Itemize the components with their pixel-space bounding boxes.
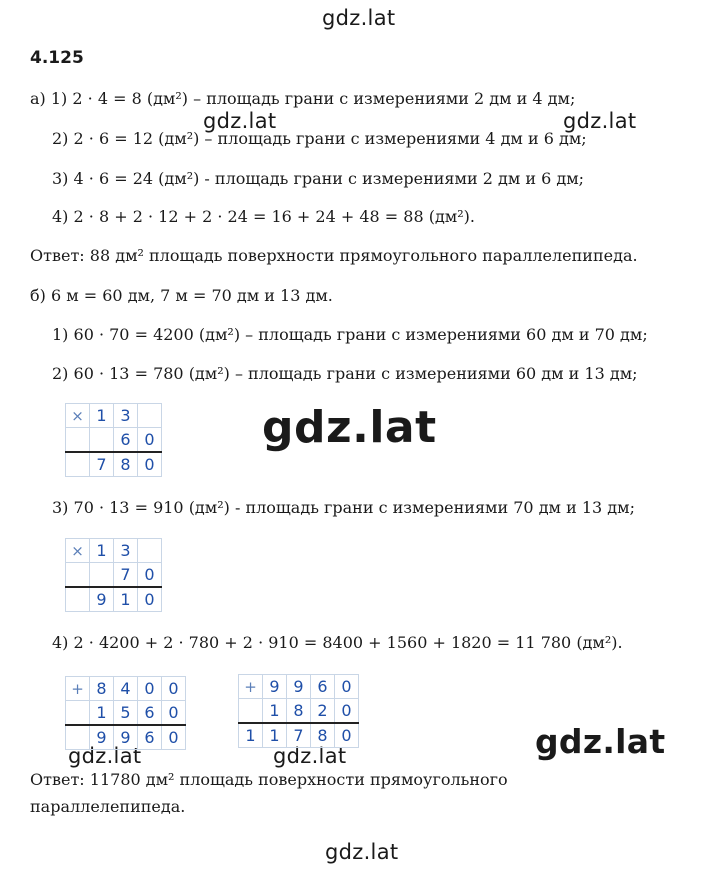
grid-digit-cell <box>66 452 90 477</box>
grid-digit-cell: 2 <box>311 699 335 724</box>
grid-digit-cell: 0 <box>138 452 162 477</box>
grid-digit-cell <box>66 701 90 726</box>
part-a-line-1: а) 1) 2 · 4 = 8 (дм²) – площадь грани с измерениями 2 дм и 4 дм; <box>30 89 576 108</box>
multiplication-grid-13x60 <box>65 403 162 477</box>
grid-digit-cell: 8 <box>287 699 311 724</box>
part-a-line-3: 3) 4 · 6 = 24 (дм²) - площадь грани с измерениями 2 дм и 6 дм; <box>52 169 585 188</box>
grid-digit-cell: 0 <box>138 677 162 701</box>
grid-digit-cell: 1 <box>90 701 114 726</box>
grid-digit-cell <box>138 404 162 428</box>
watermark: gdz.lat <box>262 402 437 453</box>
part-b-line-2: 2) 60 · 13 = 780 (дм²) – площадь грани с измерениями 60 дм и 13 дм; <box>52 364 638 383</box>
grid-digit-cell <box>90 428 114 453</box>
watermark: gdz.lat <box>322 6 396 30</box>
grid-digit-cell: 1 <box>114 587 138 612</box>
part-b-answer-line-1: Ответ: 11780 дм² площадь поверхности прямоугольного <box>30 770 508 789</box>
grid-digit-cell: 3 <box>114 539 138 563</box>
part-a-answer: Ответ: 88 дм² площадь поверхности прямоугольного параллелепипеда. <box>30 246 638 265</box>
part-b-answer-line-2: параллелепипеда. <box>30 797 186 816</box>
grid-digit-cell: 0 <box>162 725 186 750</box>
grid-digit-cell: 0 <box>138 563 162 588</box>
grid-digit-cell: 8 <box>90 677 114 701</box>
grid-digit-cell: 0 <box>335 699 359 724</box>
watermark: gdz.lat <box>563 109 637 133</box>
addition-grid-9960-1820 <box>238 674 359 748</box>
part-a-line-4: 4) 2 · 8 + 2 · 12 + 2 · 24 = 16 + 24 + 48 = 88 (дм²). <box>52 207 475 226</box>
grid-digit-cell <box>66 587 90 612</box>
grid-digit-cell: 7 <box>90 452 114 477</box>
grid-digit-cell: 9 <box>114 725 138 750</box>
grid-digit-cell <box>90 563 114 588</box>
part-b-line-3: 3) 70 · 13 = 910 (дм²) - площадь грани с измерениями 70 дм и 13 дм; <box>52 498 635 517</box>
grid-digit-cell: 9 <box>263 675 287 699</box>
grid-digit-cell: 0 <box>162 677 186 701</box>
grid-digit-cell: 0 <box>138 428 162 453</box>
grid-digit-cell: 4 <box>114 677 138 701</box>
grid-digit-cell: 1 <box>90 539 114 563</box>
grid-digit-cell: 6 <box>138 701 162 726</box>
watermark: gdz.lat <box>273 744 347 768</box>
grid-digit-cell: 0 <box>138 587 162 612</box>
grid-digit-cell: 1 <box>239 723 263 748</box>
grid-digit-cell: 9 <box>90 587 114 612</box>
grid-digit-cell <box>66 563 90 588</box>
watermark: gdz.lat <box>535 722 666 761</box>
task-number: 4.125 <box>30 48 84 68</box>
grid-digit-cell <box>239 699 263 724</box>
grid-digit-cell: 6 <box>114 428 138 453</box>
grid-digit-cell: + <box>239 675 263 699</box>
grid-digit-cell: 9 <box>287 675 311 699</box>
watermark: gdz.lat <box>203 109 277 133</box>
grid-digit-cell <box>66 428 90 453</box>
grid-digit-cell: 7 <box>114 563 138 588</box>
grid-digit-cell <box>66 725 90 750</box>
grid-digit-cell: 6 <box>138 725 162 750</box>
part-b-intro: б) 6 м = 60 дм, 7 м = 70 дм и 13 дм. <box>30 286 333 305</box>
grid-digit-cell: 0 <box>335 675 359 699</box>
grid-digit-cell: 6 <box>311 675 335 699</box>
grid-digit-cell: 3 <box>114 404 138 428</box>
multiplication-grid-13x70 <box>65 538 162 612</box>
part-b-line-1: 1) 60 · 70 = 4200 (дм²) – площадь грани с измерениями 60 дм и 70 дм; <box>52 325 648 344</box>
grid-digit-cell: + <box>66 677 90 701</box>
grid-digit-cell: 8 <box>311 723 335 748</box>
grid-digit-cell: 1 <box>90 404 114 428</box>
grid-digit-cell: × <box>66 404 90 428</box>
grid-digit-cell: 1 <box>263 723 287 748</box>
watermark: gdz.lat <box>325 840 399 864</box>
part-b-line-4: 4) 2 · 4200 + 2 · 780 + 2 · 910 = 8400 + 1560 + 1820 = 11 780 (дм²). <box>52 633 623 652</box>
addition-grid-8400-1560 <box>65 676 186 750</box>
grid-digit-cell <box>138 539 162 563</box>
grid-digit-cell: 8 <box>114 452 138 477</box>
part-a-line-2: 2) 2 · 6 = 12 (дм²) – площадь грани с измерениями 4 дм и 6 дм; <box>52 129 587 148</box>
grid-digit-cell: 9 <box>90 725 114 750</box>
grid-digit-cell: 1 <box>263 699 287 724</box>
watermark: gdz.lat <box>68 744 142 768</box>
grid-digit-cell: 0 <box>162 701 186 726</box>
grid-digit-cell: 0 <box>335 723 359 748</box>
grid-digit-cell: × <box>66 539 90 563</box>
grid-digit-cell: 5 <box>114 701 138 726</box>
grid-digit-cell: 7 <box>287 723 311 748</box>
